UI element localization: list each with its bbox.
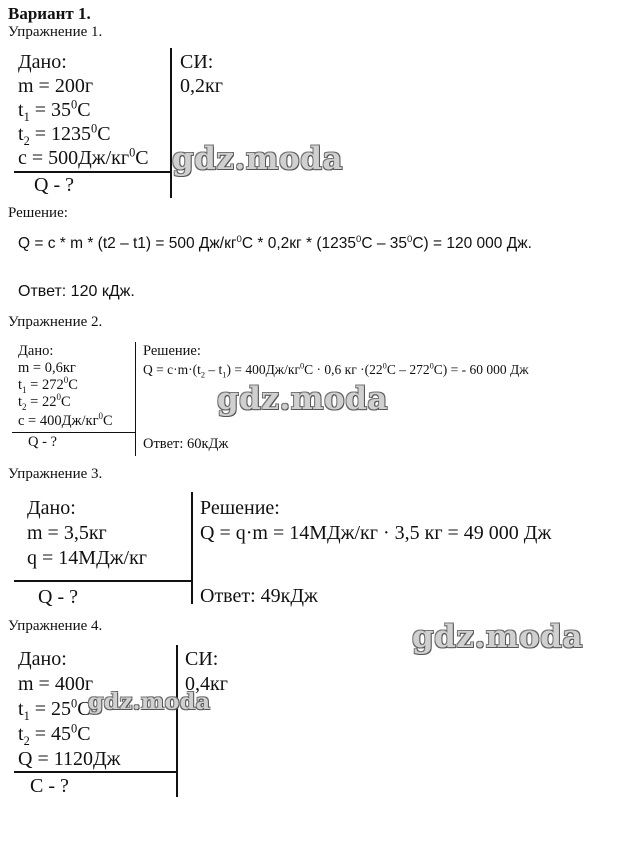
t2-value: 45 bbox=[51, 723, 72, 745]
horizontal-divider bbox=[14, 171, 171, 173]
find-label: Q - ? bbox=[38, 586, 78, 608]
given-mass: m = 200г bbox=[18, 75, 94, 97]
answer: Ответ: 60кДж bbox=[143, 436, 229, 452]
given-mass: m = 3,5кг bbox=[27, 522, 107, 544]
c-value: c = 400Дж/кг bbox=[18, 413, 99, 429]
formula-part: C – 35 bbox=[361, 235, 407, 252]
given-mass: m = 0,6кг bbox=[18, 360, 76, 376]
t1-value: 25 bbox=[51, 698, 72, 720]
watermark: gdz.moda bbox=[412, 619, 583, 655]
t1-value: 35 bbox=[51, 99, 72, 121]
find-label: Q - ? bbox=[28, 434, 57, 450]
variant-title: Вариант 1. bbox=[8, 4, 91, 23]
watermark: gdz.moda bbox=[172, 141, 343, 177]
solution-title: Решение: bbox=[143, 343, 201, 359]
formula-part: ) = 400Дж/кг bbox=[226, 362, 300, 377]
exercise-3-label: Упражнение 3. bbox=[8, 466, 103, 482]
formula-part: Q = c * m * (t2 – t1) = 500 Дж/кг bbox=[18, 235, 237, 252]
formula-part: C · 0,6 кг ·(22 bbox=[304, 362, 383, 377]
horizontal-divider bbox=[14, 771, 177, 773]
given-title: Дано: bbox=[18, 648, 67, 670]
si-title: СИ: bbox=[180, 51, 214, 73]
solution-label: Решение: bbox=[8, 205, 68, 221]
given-t1: $t_1 = 35^0C$ bbox=[18, 97, 91, 124]
formula-part: C – 272 bbox=[386, 362, 430, 377]
solution-formula: $Q = c\cdot m\cdot(t_2 - t_1) = 400Дж/кг^0C \cdot 0,6$ кг $\cdot(22^0C - 272^0C)$ = - 60 000 Дж bbox=[143, 361, 529, 380]
given-t1: $t_1 = 25^0C$ bbox=[18, 696, 91, 723]
vertical-divider bbox=[176, 645, 178, 797]
formula-part: – t bbox=[205, 362, 223, 377]
find-label: Q - ? bbox=[34, 174, 74, 196]
formula-part: C) = 120 000 Дж. bbox=[412, 235, 532, 252]
formula-part: C * 0,2кг * (1235 bbox=[241, 235, 356, 252]
find-label: C - ? bbox=[30, 775, 69, 797]
answer: Ответ: 120 кДж. bbox=[18, 283, 135, 300]
given-heat: Q = 1120Дж bbox=[18, 748, 121, 770]
solution-formula: Q = q·m = 14МДж/кг · 3,5 кг = 49 000 Дж bbox=[200, 522, 552, 544]
exercise-4-label: Упражнение 4. bbox=[8, 618, 103, 634]
given-title: Дано: bbox=[27, 497, 76, 519]
given-t2: $t_2 = 1235^0C$ bbox=[18, 121, 111, 148]
formula-part: Q = c·m·(t bbox=[143, 362, 201, 377]
given-mass: m = 400г bbox=[18, 673, 94, 695]
t2-value: 22 bbox=[41, 394, 57, 410]
solution-formula: Q = c * m * (t2 – t1) = 500 $Дж/кг^0C * 0,2кг * (1235^0C - 35^0C) = 120$ 000 Дж. bbox=[18, 233, 532, 252]
t2-value: 1235 bbox=[51, 123, 92, 145]
exercise-2-label: Упражнение 2. bbox=[8, 314, 103, 330]
t1-value: 272 bbox=[41, 377, 64, 393]
horizontal-divider bbox=[12, 432, 136, 433]
answer: Ответ: 49кДж bbox=[200, 585, 318, 607]
horizontal-divider bbox=[14, 580, 192, 582]
watermark: gdz.moda bbox=[88, 689, 211, 715]
exercise-1-label: Упражнение 1. bbox=[8, 24, 103, 40]
si-mass: 0,2кг bbox=[180, 75, 223, 97]
vertical-divider bbox=[135, 342, 136, 456]
given-specific-heat: q = 14МДж/кг bbox=[27, 547, 147, 569]
vertical-divider bbox=[191, 492, 193, 604]
given-title: Дано: bbox=[18, 51, 67, 73]
given-t2: $t_2 = 45^0C$ bbox=[18, 721, 91, 748]
solution-title: Решение: bbox=[200, 497, 280, 519]
given-heat-capacity: $c = 400Дж/кг^0C$ bbox=[18, 411, 113, 429]
given-heat-capacity: $c = 500Дж/кг^0C$ bbox=[18, 145, 149, 169]
given-t2: $t_2 = 22^0C$ bbox=[18, 392, 71, 412]
c-value: c = 500Дж/кг bbox=[18, 147, 130, 169]
given-t1: $t_1 = 272^0C$ bbox=[18, 375, 78, 395]
si-title: СИ: bbox=[185, 648, 219, 670]
formula-part: C) = - 60 000 Дж bbox=[433, 362, 529, 377]
watermark: gdz.moda bbox=[217, 381, 388, 417]
si-mass: 0,4кг bbox=[185, 673, 228, 695]
given-title: Дано: bbox=[18, 343, 54, 359]
